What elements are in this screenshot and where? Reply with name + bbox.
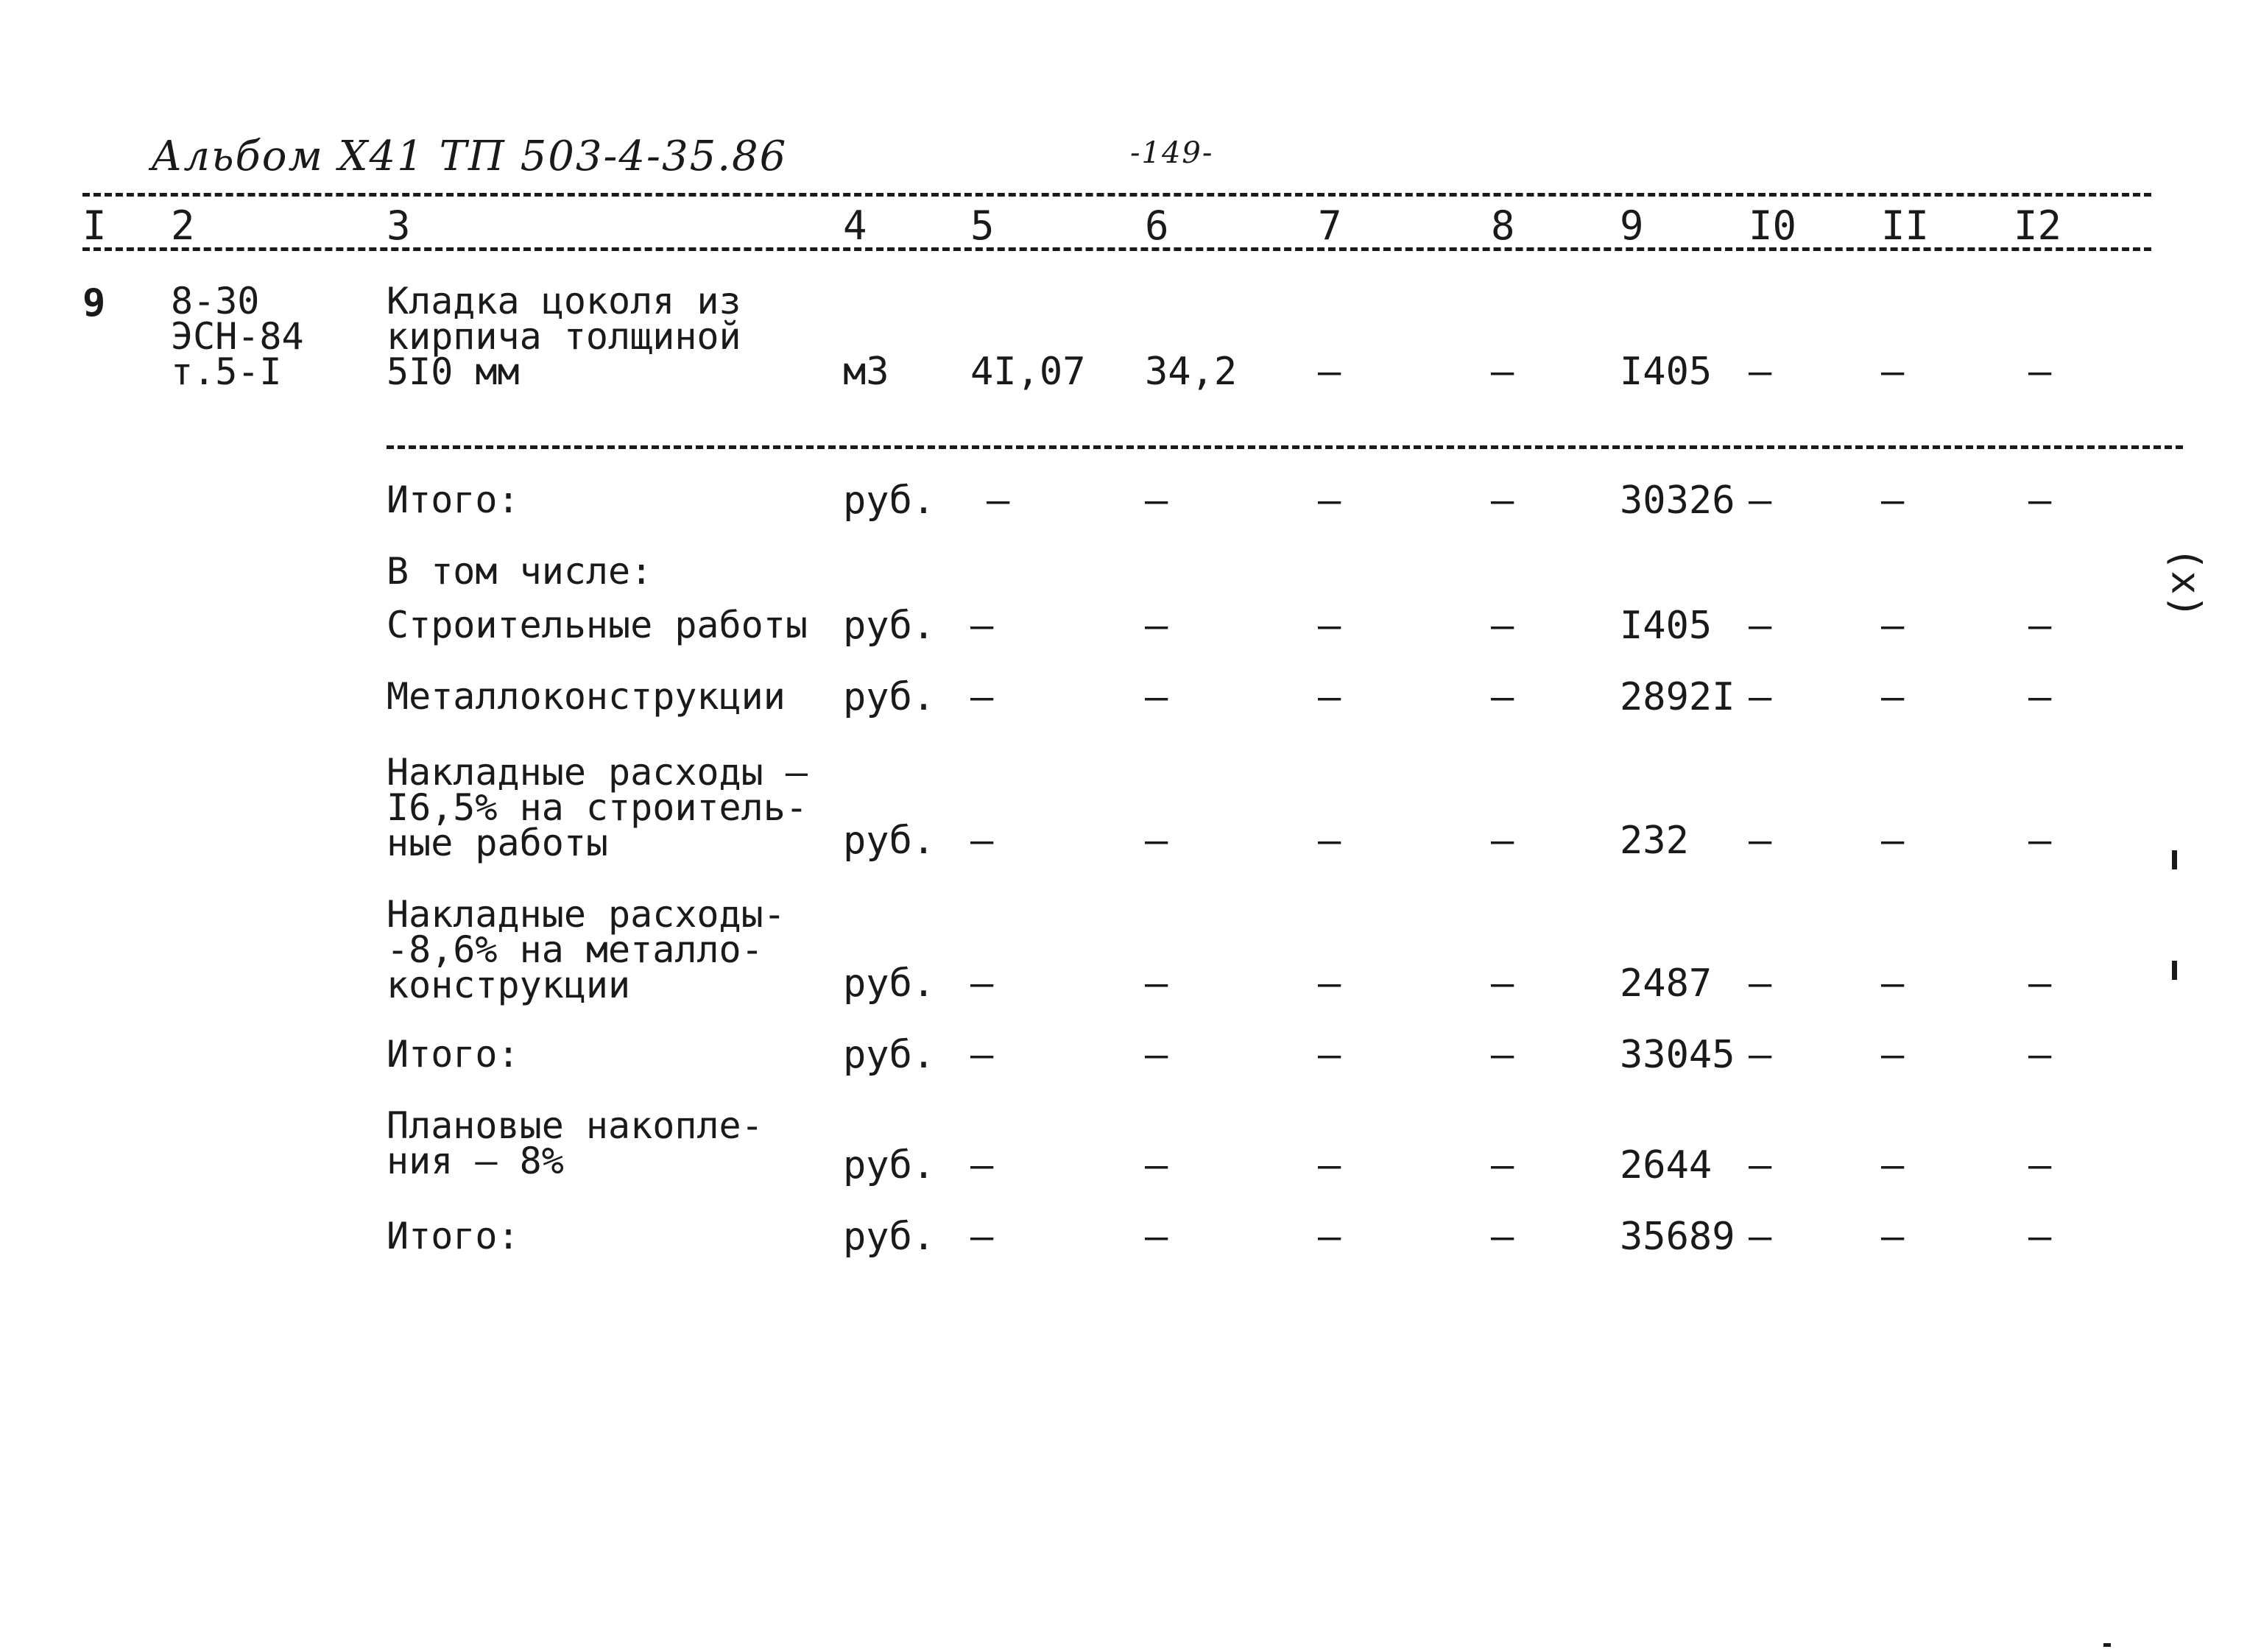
summary-c12: – xyxy=(2028,961,2052,1006)
summary-c9: 232 xyxy=(1620,819,1689,863)
summary-c8: – xyxy=(1491,1033,1514,1077)
summary-c5: – xyxy=(970,675,994,719)
col-number: 3 xyxy=(387,202,411,249)
summary-label-line: Плановые накопле- xyxy=(387,1104,763,1147)
summary-label: Итого: xyxy=(387,1033,520,1076)
item-description-line: 5I0 мм xyxy=(387,350,520,393)
item-description-line: кирпича толщиной xyxy=(387,315,741,358)
col-number: 2 xyxy=(171,202,195,249)
summary-c12: – xyxy=(2028,1033,2052,1077)
margin-speck xyxy=(2103,1643,2111,1647)
summary-label-line: ные работы xyxy=(387,822,609,864)
summary-c7: – xyxy=(1318,604,1341,648)
summary-c7: – xyxy=(1318,1215,1341,1259)
summary-c5: – xyxy=(970,961,994,1006)
summary-c5: – xyxy=(970,1215,994,1259)
summary-c7: – xyxy=(1318,479,1341,523)
summary-c6: – xyxy=(1145,1215,1168,1259)
summary-c11: – xyxy=(1881,479,1905,523)
header-top-rule xyxy=(82,193,2151,197)
summary-c9: 2892I xyxy=(1620,675,1735,719)
summary-c9: 33045 xyxy=(1620,1033,1735,1077)
summary-c8: – xyxy=(1491,819,1514,863)
summary-c10: – xyxy=(1749,604,1772,648)
item-code-line: 8-30 xyxy=(171,280,260,322)
summary-c10: – xyxy=(1749,961,1772,1006)
col-number: 4 xyxy=(843,202,867,249)
summary-c7: – xyxy=(1318,961,1341,1006)
col-number: II xyxy=(1881,202,1930,249)
summary-c6: – xyxy=(1145,1143,1168,1187)
summary-c10: – xyxy=(1749,479,1772,523)
summary-c8: – xyxy=(1491,604,1514,648)
summary-label xyxy=(387,893,786,1006)
summary-unit: руб. xyxy=(843,1215,936,1259)
summary-c8: – xyxy=(1491,961,1514,1006)
col-number: 7 xyxy=(1318,202,1342,249)
summary-label xyxy=(387,751,808,864)
item-col10: – xyxy=(1749,350,1772,394)
summary-c5: – xyxy=(987,479,1010,523)
summary-c9: 2487 xyxy=(1620,961,1712,1006)
summary-label: Итого: xyxy=(387,1215,520,1257)
item-col12: – xyxy=(2028,350,2052,394)
summary-c6: – xyxy=(1145,479,1168,523)
summary-c10: – xyxy=(1749,819,1772,863)
col-number: 5 xyxy=(970,202,995,249)
item-col6: 34,2 xyxy=(1145,350,1238,394)
summary-c11: – xyxy=(1881,1215,1905,1259)
summary-c5: – xyxy=(970,819,994,863)
item-code-line: ЭСН-84 xyxy=(171,315,304,358)
summary-c5: – xyxy=(970,1143,994,1187)
col-number: I xyxy=(82,202,107,249)
item-code xyxy=(171,280,304,393)
summary-c11: – xyxy=(1881,819,1905,863)
summary-c9: 35689 xyxy=(1620,1215,1735,1259)
summary-c12: – xyxy=(2028,675,2052,719)
col-number: I2 xyxy=(2014,202,2062,249)
summary-c9: 2644 xyxy=(1620,1143,1712,1187)
summary-c7: – xyxy=(1318,1143,1341,1187)
item-col11: – xyxy=(1881,350,1905,394)
summary-c12: – xyxy=(2028,479,2052,523)
page-number: -149- xyxy=(1130,136,1214,170)
summary-c11: – xyxy=(1881,675,1905,719)
summary-label: Строительные работы xyxy=(387,604,808,646)
summary-unit: руб. xyxy=(843,1033,936,1077)
summary-label: В том числе: xyxy=(387,550,653,593)
summary-unit: руб. xyxy=(843,479,936,523)
summary-c11: – xyxy=(1881,1033,1905,1077)
item-index: 9 xyxy=(82,281,106,325)
side-mark: (х) xyxy=(2162,546,2209,619)
summary-c10: – xyxy=(1749,1215,1772,1259)
item-col9: I405 xyxy=(1620,350,1712,394)
item-description-line: Кладка цоколя из xyxy=(387,280,741,322)
summary-c12: – xyxy=(2028,604,2052,648)
summary-c6: – xyxy=(1145,604,1168,648)
summary-label: Итого: xyxy=(387,479,520,521)
summary-c7: – xyxy=(1318,675,1341,719)
summary-label-line: Накладные расходы – xyxy=(387,751,808,794)
summary-c11: – xyxy=(1881,961,1905,1006)
col-number: 6 xyxy=(1145,202,1169,249)
item-col5: 4I,07 xyxy=(970,350,1086,394)
summary-label xyxy=(387,1104,763,1182)
summary-c6: – xyxy=(1145,675,1168,719)
summary-c10: – xyxy=(1749,1033,1772,1077)
summary-c6: – xyxy=(1145,1033,1168,1077)
summary-c8: – xyxy=(1491,1143,1514,1187)
summary-label-line: -8,6% на металло- xyxy=(387,928,763,971)
summary-unit: руб. xyxy=(843,819,936,863)
summary-c7: – xyxy=(1318,1033,1341,1077)
summary-c12: – xyxy=(2028,1143,2052,1187)
summary-label-line: конструкции xyxy=(387,964,631,1006)
summary-c6: – xyxy=(1145,961,1168,1006)
summary-c11: – xyxy=(1881,1143,1905,1187)
col-number: I0 xyxy=(1749,202,1797,249)
margin-tick xyxy=(2172,961,2177,980)
item-unit: м3 xyxy=(843,350,889,394)
item-col7: – xyxy=(1318,350,1341,394)
summary-c12: – xyxy=(2028,1215,2052,1259)
summary-c5: – xyxy=(970,1033,994,1077)
summary-c8: – xyxy=(1491,1215,1514,1259)
margin-tick xyxy=(2172,850,2177,869)
summary-c9: 30326 xyxy=(1620,479,1735,523)
item-col8: – xyxy=(1491,350,1514,394)
section-separator xyxy=(387,445,2183,449)
album-reference: Альбом Х41 ТП 503-4-35.86 xyxy=(151,133,788,180)
summary-c7: – xyxy=(1318,819,1341,863)
summary-c11: – xyxy=(1881,604,1905,648)
summary-label-line: ния – 8% xyxy=(387,1140,564,1182)
item-description xyxy=(387,280,741,393)
col-number: 9 xyxy=(1620,202,1644,249)
summary-c10: – xyxy=(1749,675,1772,719)
summary-label-line: Накладные расходы- xyxy=(387,893,786,936)
summary-c8: – xyxy=(1491,675,1514,719)
summary-c8: – xyxy=(1491,479,1514,523)
summary-unit: руб. xyxy=(843,961,936,1006)
summary-label-line: I6,5% на строитель- xyxy=(387,786,808,829)
summary-c12: – xyxy=(2028,819,2052,863)
summary-c9: I405 xyxy=(1620,604,1712,648)
col-number: 8 xyxy=(1491,202,1515,249)
summary-label: Металлоконструкции xyxy=(387,675,786,718)
item-code-line: т.5-I xyxy=(171,350,282,393)
summary-c6: – xyxy=(1145,819,1168,863)
summary-c5: – xyxy=(970,604,994,648)
summary-unit: руб. xyxy=(843,604,936,648)
summary-c10: – xyxy=(1749,1143,1772,1187)
summary-unit: руб. xyxy=(843,1143,936,1187)
summary-unit: руб. xyxy=(843,675,936,719)
